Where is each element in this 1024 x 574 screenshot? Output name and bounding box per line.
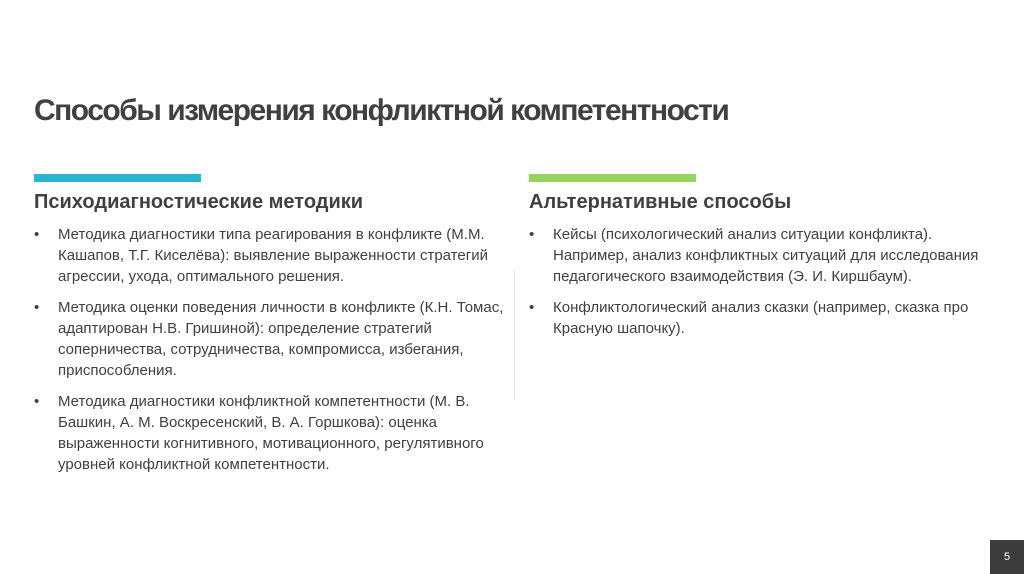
right-bullet-list bbox=[529, 224, 989, 339]
right-column bbox=[529, 174, 989, 349]
list-item-text: Методика диагностики конфликтной компетентности (М. В. Башкин, А. М. Воскресенский, В. А. Горшкова): оценка выраженности когнитивного, мотивационного, регулятивного уровней конфликтной компетентности. bbox=[58, 393, 484, 473]
right-heading: Альтернативные способы bbox=[529, 191, 792, 213]
left-heading: Психодиагностические методики bbox=[34, 191, 364, 213]
list-item bbox=[529, 297, 989, 339]
left-column bbox=[34, 174, 514, 485]
list-item-text: Конфликтологический анализ сказки (например, сказка про Красную шапочку). bbox=[553, 299, 969, 337]
right-accent-bar bbox=[529, 174, 696, 182]
bullet-icon: • bbox=[34, 299, 40, 316]
list-item bbox=[34, 224, 514, 287]
list-item bbox=[34, 391, 514, 475]
left-bullet-list bbox=[34, 224, 514, 475]
page-number-badge: 5 bbox=[990, 540, 1024, 574]
list-item-text: Методика оценки поведения личности в конфликте (К.Н. Томас, адаптирован Н.В. Гришиной): определение стратегий соперничества, сотрудничества, компромисса, избегания, приспособления. bbox=[58, 299, 504, 379]
bullet-icon: • bbox=[529, 226, 535, 243]
bullet-icon: • bbox=[34, 226, 40, 243]
left-accent-bar bbox=[34, 174, 201, 182]
list-item-text: Методика диагностики типа реагирования в конфликте (М.М. Кашапов, Т.Г. Киселёва): выявление выраженности стратегий агрессии, ухода, оптимального решения. bbox=[58, 226, 488, 285]
list-item-text: Кейсы (психологический анализ ситуации конфликта). Например, анализ конфликтных ситуаций для исследования педагогического взаимодействия (Э. И. Киршбаум). bbox=[553, 226, 979, 285]
slide-title: Способы измерения конфликтной компетентности bbox=[34, 94, 729, 127]
bullet-icon: • bbox=[529, 299, 535, 316]
list-item bbox=[34, 297, 514, 381]
column-divider bbox=[514, 270, 515, 400]
bullet-icon: • bbox=[34, 393, 40, 410]
list-item bbox=[529, 224, 989, 287]
